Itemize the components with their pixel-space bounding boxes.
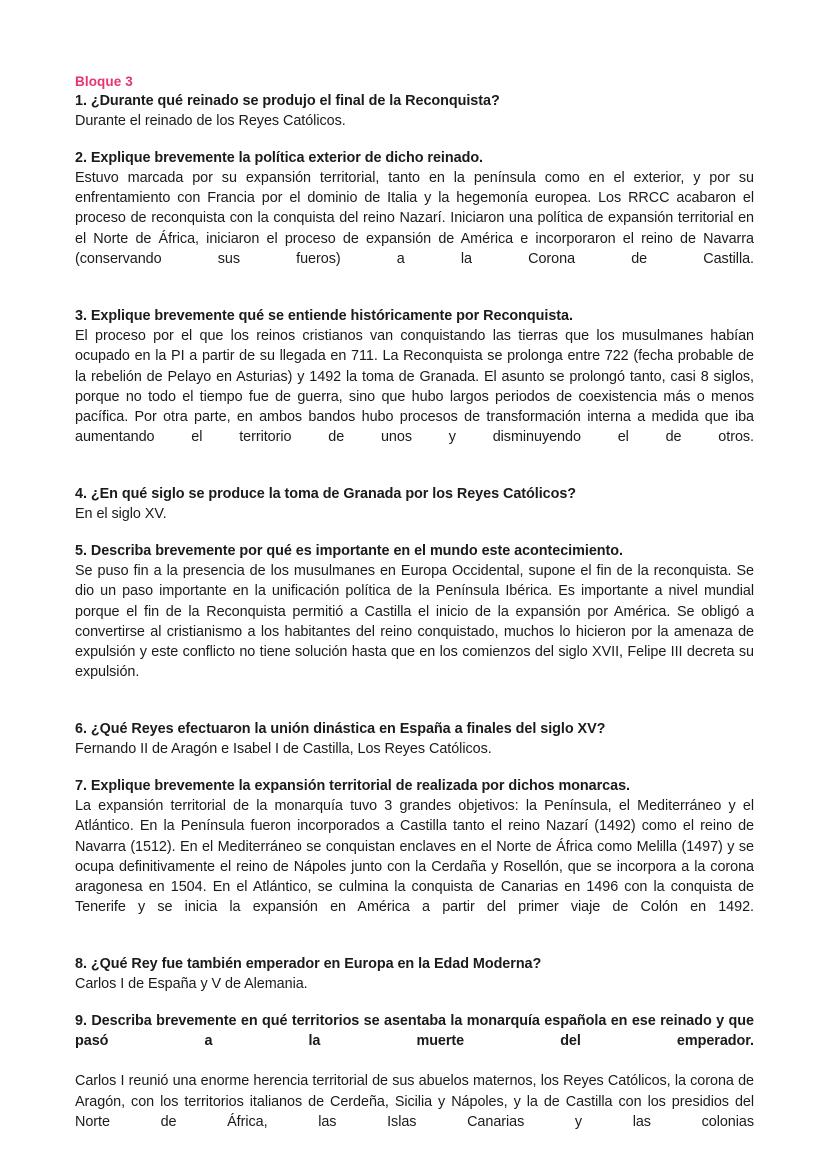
- answer-text-7: La expansión territorial de la monarquía tuvo 3 grandes objetivos: la Península, el Mediterráneo y el Atlántico. En la Península fueron incorporados a Castilla tanto el reino Nazarí (1492) como el reino de Navarra (1512). En el Mediterráneo se conquistan enclaves en el Norte de África como Melilla (1497) y se ocupa definitivamente el reino de Nápoles junto con la Cerdaña y Rosellón, que se incorpora a la corona aragonesa en 1504. En el Atlántico, se culmina la conquista de Canarias en 1496 con la conquista de Tenerife y se inicia la expansión en América a partir del primer viaje de Colón en 1492.: [75, 797, 754, 916]
- qa-item-5: [75, 541, 754, 703]
- question-text-2: 2. Explique brevemente la política exterior de dicho reinado.: [75, 149, 484, 166]
- answer-text-5: Se puso fin a la presencia de los musulmanes en Europa Occidental, supone el fin de la reconquista. Se dio un paso importante en la unificación política de la Península Ibérica. Es importante a nivel mundial porque el fin de la Reconquista permitió a Castilla el inicio de la expansión por América. Se obligó a convertirse al cristianismo a los habitantes del reino conquistado, muchos lo hicieron por la amenaza de expulsión y este conflicto no tiene solución hasta que en los comienzos del siglo XVII, Felipe III decreta su expulsión.: [75, 562, 754, 681]
- question-text-7: 7. Explique brevemente la expansión territorial de realizada por dichos monarcas.: [75, 777, 630, 794]
- answer-text-4: En el siglo XV.: [75, 506, 167, 523]
- qa-item-6: [75, 719, 754, 760]
- answer-text-2: Estuvo marcada por su expansión territorial, tanto en la península como en el exterior, y por su enfrentamiento con Francia por el dominio de Italia y la hegemonía europea. Los RRCC acabaron el proceso de reconquista con la conquista del reino Nazarí. Iniciaron una política de expansión territorial en el Norte de África, iniciaron el proceso de expansión de América e incorporaron el reino de Navarra (conservando sus fueros) a la Corona de Castilla.: [75, 169, 754, 268]
- question-text-8: 8. ¿Qué Rey fue también emperador en Europa en la Edad Moderna?: [75, 955, 542, 972]
- qa-item-2: [75, 148, 754, 290]
- qa-item-4: [75, 484, 754, 525]
- answer-text-9: Carlos I reunió una enorme herencia territorial de sus abuelos maternos, los Reyes Católicos, la corona de Aragón, con los territorios italianos de Cerdeña, Sicilia y Nápoles, y la de Castilla con los presidios del Norte de África, las Islas Canarias y las colonias: [75, 1073, 754, 1131]
- answer-text-6: Fernando II de Aragón e Isabel I de Castilla, Los Reyes Católicos.: [75, 741, 492, 758]
- document-content: [75, 74, 754, 1153]
- qa-item-9: [75, 1011, 754, 1153]
- answer-text-1: Durante el reinado de los Reyes Católicos.: [75, 113, 346, 130]
- question-text-1: 1. ¿Durante qué reinado se produjo el final de la Reconquista?: [75, 93, 500, 109]
- qa-item-8: [75, 954, 754, 995]
- answer-text-3: El proceso por el que los reinos cristianos van conquistando las tierras que los musulmanes habían ocupado en la PI a partir de su llegada en 711. La Reconquista se prolonga entre 722 (fecha probable de la rebelión de Pelayo en Asturias) y 1492 la toma de Granada. El asunto se prolongó tanto, casi 8 siglos, porque no todo el tiempo fue de guerra, sino que hubo largos periodos de coexistencia más o menos pacífica. Por otra parte, en ambos bandos hubo procesos de transformación interna a medida que iba aumentando el territorio de unos y disminuyendo el de otros.: [75, 327, 754, 446]
- question-text-9: 9. Describa brevemente en qué territorios se asentaba la monarquía española en ese reinado y que pasó a la muerte del emperador.: [75, 1012, 754, 1049]
- question-text-3: 3. Explique brevemente qué se entiende históricamente por Reconquista.: [75, 307, 573, 324]
- qa-item-1: [75, 91, 754, 132]
- qa-item-3: [75, 306, 754, 468]
- block-label: Bloque 3: [75, 74, 133, 89]
- question-text-4: 4. ¿En qué siglo se produce la toma de Granada por los Reyes Católicos?: [75, 486, 577, 503]
- qa-item-7: [75, 776, 754, 938]
- question-text-5: 5. Describa brevemente por qué es importante en el mundo este acontecimiento.: [75, 542, 623, 559]
- answer-text-8: Carlos I de España y V de Alemania.: [75, 976, 308, 993]
- question-text-6: 6. ¿Qué Reyes efectuaron la unión dinástica en España a finales del siglo XV?: [75, 721, 606, 738]
